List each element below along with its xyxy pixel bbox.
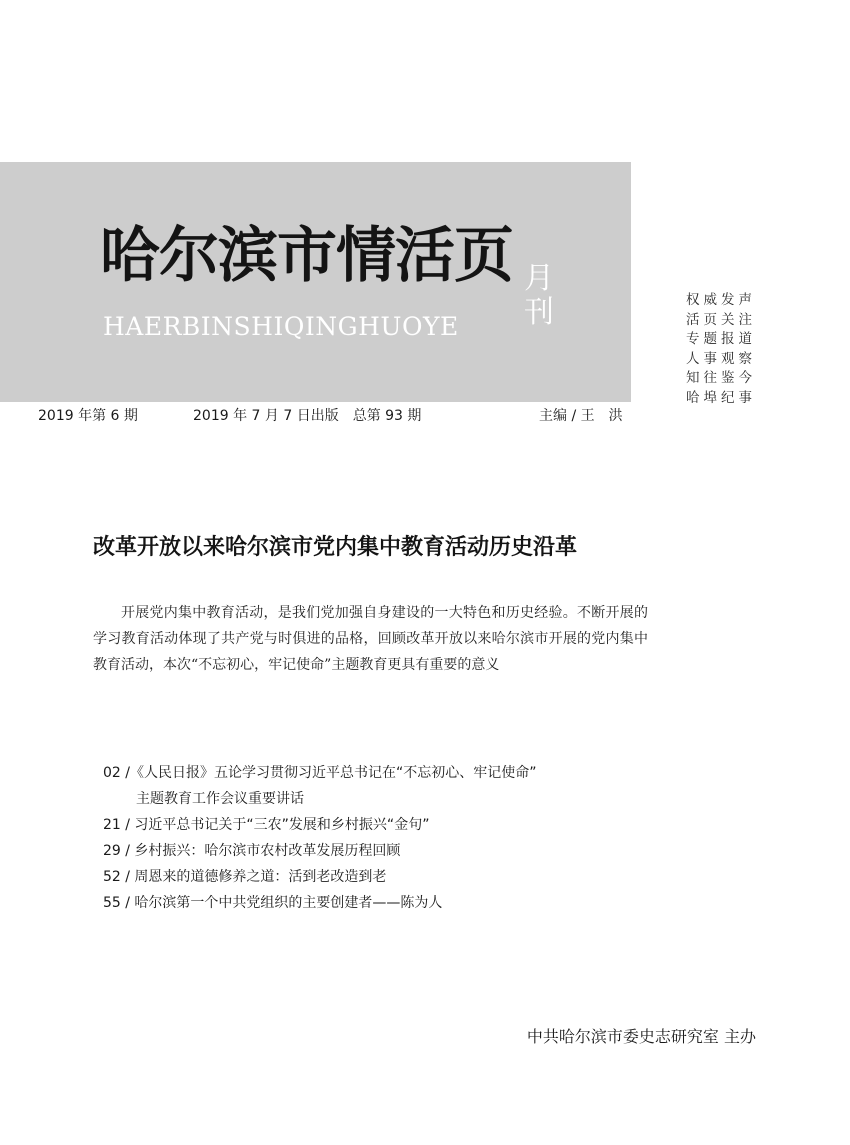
masthead-pinyin: HAERBINSHIQINGHUOYE [103,312,459,341]
toc-entry[interactable]: 21 / 习近平总书记关于“三农”发展和乡村振兴“金句” [103,817,430,833]
chief-editor: 主编 / 王 洪 [539,408,623,424]
slogan-item: 活页关注 [686,311,756,328]
toc-entry[interactable]: 52 / 周恩来的道德修养之道：活到老改造到老 [103,869,387,885]
table-of-contents [103,760,537,916]
frequency-label: 月刊 [524,261,554,330]
issue-number: 2019 年第 6 期 [38,408,138,424]
toc-entry[interactable]: 02 /《人民日报》五论学习贯彻习近平总书记在“不忘初心、牢记使命” [103,765,537,781]
slogan-item: 权威发声 [686,292,756,308]
feature-intro: 开展党内集中教育活动，是我们党加强自身建设的一大特色和历史经验。不断开展的学习教育活动体现了共产党与时俱进的品格，回顾改革开放以来哈尔滨市开展的党内集中教育活动，本次“不忘初心，牢记使命”主题教育更具有重要的意义 [93,605,648,673]
slogan-item: 哈埠纪事 [686,389,756,406]
publisher-line: 中共哈尔滨市委史志研究室 主办 [526,1027,756,1046]
slogan-item: 知往鉴今 [686,370,756,386]
slogan-list [686,291,756,408]
slogan-item: 人事观察 [686,350,756,367]
feature-headline: 改革开放以来哈尔滨市党内集中教育活动历史沿革 [93,534,578,560]
slogan-item: 专题报道 [686,331,756,347]
toc-entry[interactable]: 29 / 乡村振兴：哈尔滨市农村改革发展历程回顾 [103,843,401,859]
toc-entry-continuation[interactable]: 主题教育工作会议重要讲话 [136,791,304,807]
publish-date: 2019 年 7 月 7 日出版 总第 93 期 [193,408,422,424]
toc-entry[interactable]: 55 / 哈尔滨第一个中共党组织的主要创建者——陈为人 [103,895,443,911]
masthead-title: 哈尔滨市情活页 [100,221,513,291]
